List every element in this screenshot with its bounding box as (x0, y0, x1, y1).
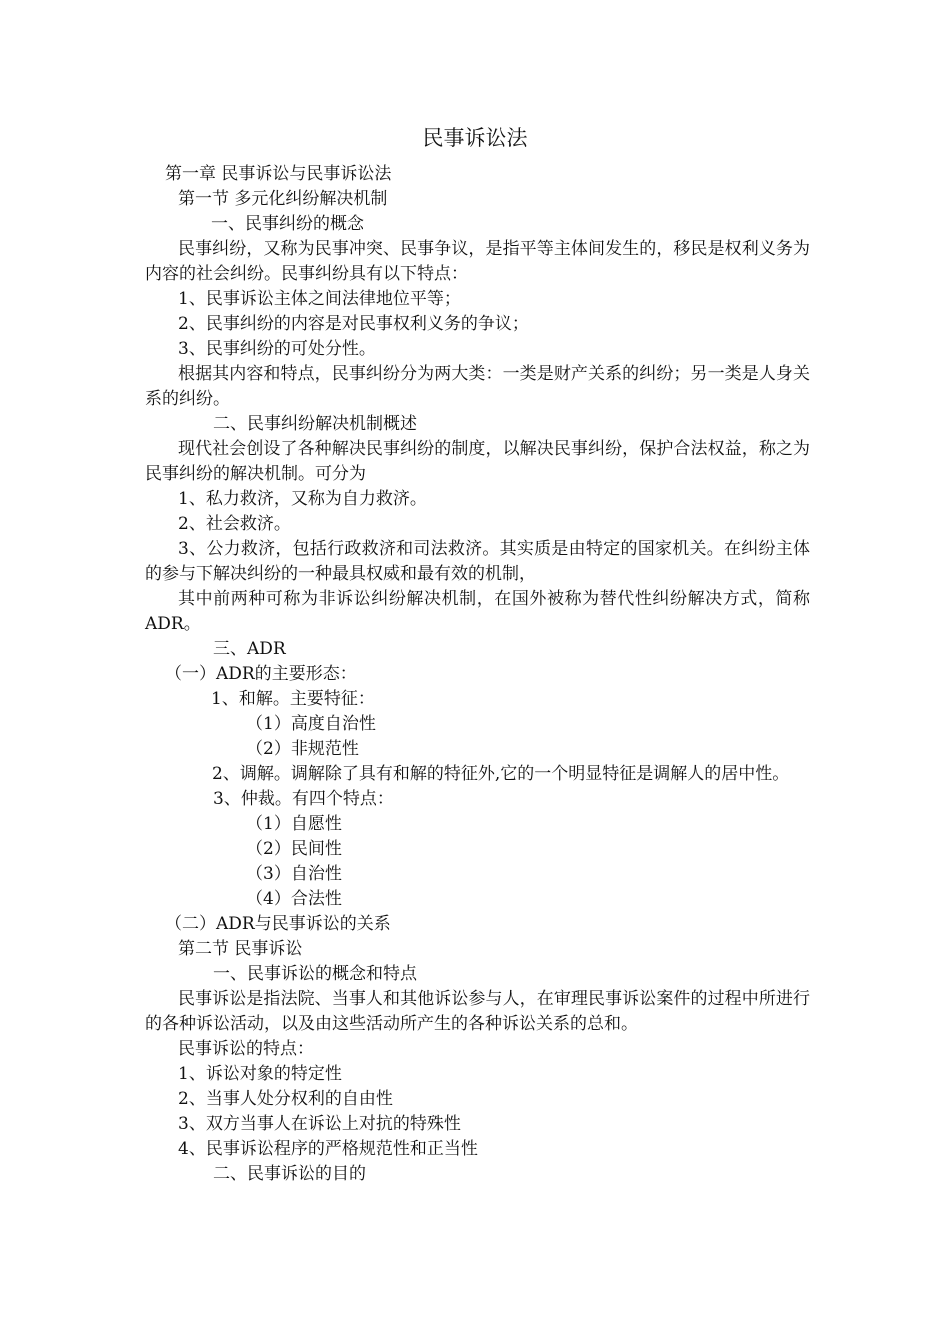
subsection-heading: 一、民事纠纷的概念 (211, 214, 364, 234)
form-feature: （2）非规范性 (246, 739, 359, 759)
subsection-heading: 三、ADR (213, 639, 286, 659)
section-heading: 第一节 多元化纠纷解决机制 (178, 189, 388, 209)
form-feature: （1）高度自治性 (246, 714, 376, 734)
form-feature: （2）民间性 (246, 839, 342, 859)
list-item: 1、诉讼对象的特定性 (178, 1064, 342, 1084)
list-item: 3、公力救济，包括行政救济和司法救济。其实质是由特定的国家机关。在纠纷主体的参与下解决纠纷的一种最具权威和最有效的机制， (145, 539, 810, 584)
document-title: 民事诉讼法 (422, 126, 528, 150)
paragraph: 现代社会创设了各种解决民事纠纷的制度，以解决民事纠纷，保护合法权益，称之为民事纠纷的解决机制。可分为 (145, 439, 810, 484)
list-item: 3、民事纠纷的可处分性。 (178, 339, 376, 359)
chapter-heading: 第一章 民事诉讼与民事诉讼法 (165, 164, 392, 184)
paragraph: 民事诉讼是指法院、当事人和其他诉讼参与人，在审理民事诉讼案件的过程中所进行的各种诉讼活动，以及由这些活动所产生的各种诉讼关系的总和。 (145, 989, 810, 1034)
sub-heading: （一）ADR的主要形态： (165, 664, 357, 684)
form-item: 2、调解。调解除了具有和解的特征外,它的一个明显特征是调解人的居中性。 (212, 764, 790, 784)
list-item: 2、当事人处分权利的自由性 (178, 1089, 393, 1109)
paragraph: 民事诉讼的特点： (178, 1039, 314, 1059)
subsection-heading: 二、民事纠纷解决机制概述 (213, 414, 417, 434)
paragraph: 民事纠纷，又称为民事冲突、民事争议，是指平等主体间发生的，移民是权利义务为内容的社会纠纷。民事纠纷具有以下特点： (145, 239, 810, 284)
list-item: 2、民事纠纷的内容是对民事权利义务的争议； (178, 314, 529, 334)
sub-heading: （二）ADR与民事诉讼的关系 (165, 914, 391, 934)
paragraph: 其中前两种可称为非诉讼纠纷解决机制，在国外被称为替代性纠纷解决方式，简称ADR。 (145, 589, 810, 634)
section-heading: 第二节 民事诉讼 (178, 939, 303, 959)
document-body (145, 162, 810, 1187)
list-item: 1、私力救济，又称为自力救济。 (178, 489, 427, 509)
form-item: 1、和解。主要特征： (211, 689, 375, 709)
form-feature: （1）自愿性 (246, 814, 342, 834)
list-item: 4、民事诉讼程序的严格规范性和正当性 (178, 1139, 478, 1159)
form-feature: （4）合法性 (246, 889, 342, 909)
subsection-heading: 二、民事诉讼的目的 (213, 1164, 366, 1184)
paragraph: 根据其内容和特点，民事纠纷分为两大类：一类是财产关系的纠纷；另一类是人身关系的纠纷。 (145, 364, 810, 409)
form-item: 3、仲裁。有四个特点： (213, 789, 394, 809)
list-item: 3、双方当事人在诉讼上对抗的特殊性 (178, 1114, 461, 1134)
list-item: 2、社会救济。 (178, 514, 291, 534)
list-item: 1、民事诉讼主体之间法律地位平等； (178, 289, 461, 309)
subsection-heading: 一、民事诉讼的概念和特点 (213, 964, 417, 984)
form-feature: （3）自治性 (246, 864, 342, 884)
